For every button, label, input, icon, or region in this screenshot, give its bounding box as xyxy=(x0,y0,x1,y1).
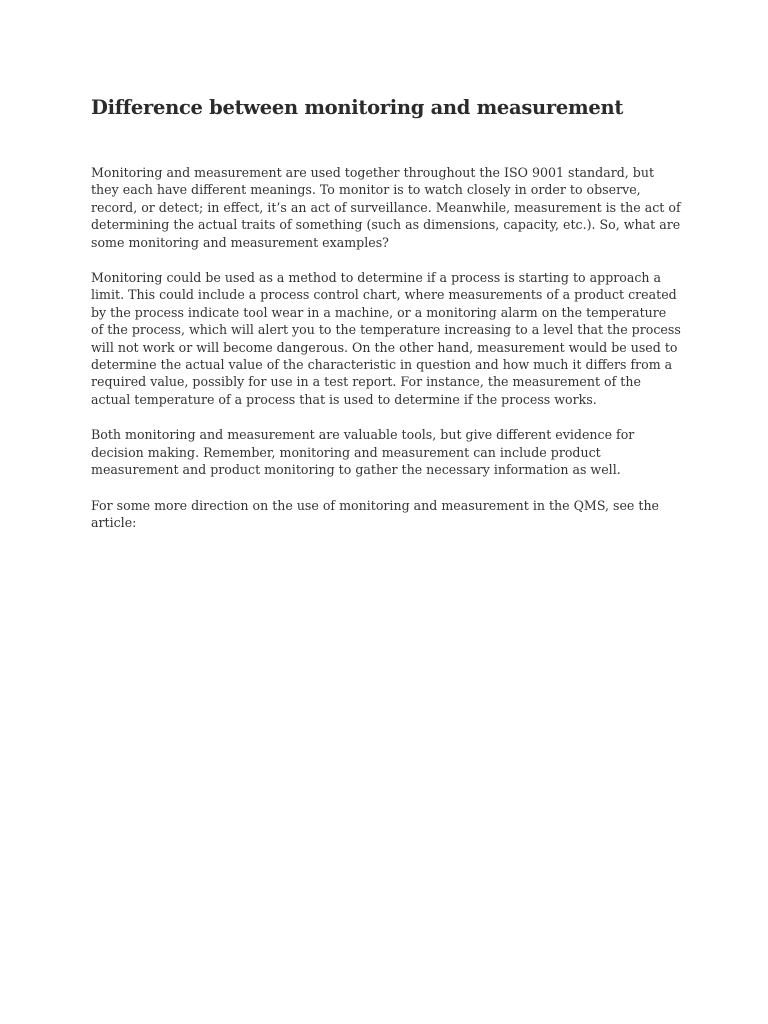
document-title: Difference between monitoring and measurement xyxy=(91,96,624,119)
paragraph-direction: For some more direction on the use of monitoring and measurement in the QMS, see the article: xyxy=(91,497,660,530)
document-content xyxy=(91,95,681,549)
paragraph-examples: Monitoring could be used as a method to determine if a process is starting to approach a limit. This could include a process control chart, where measurements of a product created by the process indicate tool wear in a machine, or a monitoring alarm on the temperature of the process, which will alert you to the temperature increasing to a level that the process will not work or will become dangerous. On the other hand, measurement would be used to determine the actual value of the characteristic in question and how much it differs from a required value, possibly for use in a test report. For instance, the measurement of the actual temperature of a process that is used to determine if the process works. xyxy=(91,270,681,407)
paragraph-definitions: Monitoring and measurement are used together throughout the ISO 9001 standard, but they each have different meanings. To monitor is to watch closely in order to observe, record, or detect; in effect, it’s an act of surveillance. Meanwhile, measurement is the act of determining the actual traits of something (such as dimensions, capacity, etc.). So, what are some monitoring and measurement examples? xyxy=(91,165,681,250)
paragraph-evidence: Both monitoring and measurement are valuable tools, but give different evidence for decision making. Remember, monitoring and measurement can include product measurement and product monitoring to gather the necessary information as well. xyxy=(91,427,635,478)
